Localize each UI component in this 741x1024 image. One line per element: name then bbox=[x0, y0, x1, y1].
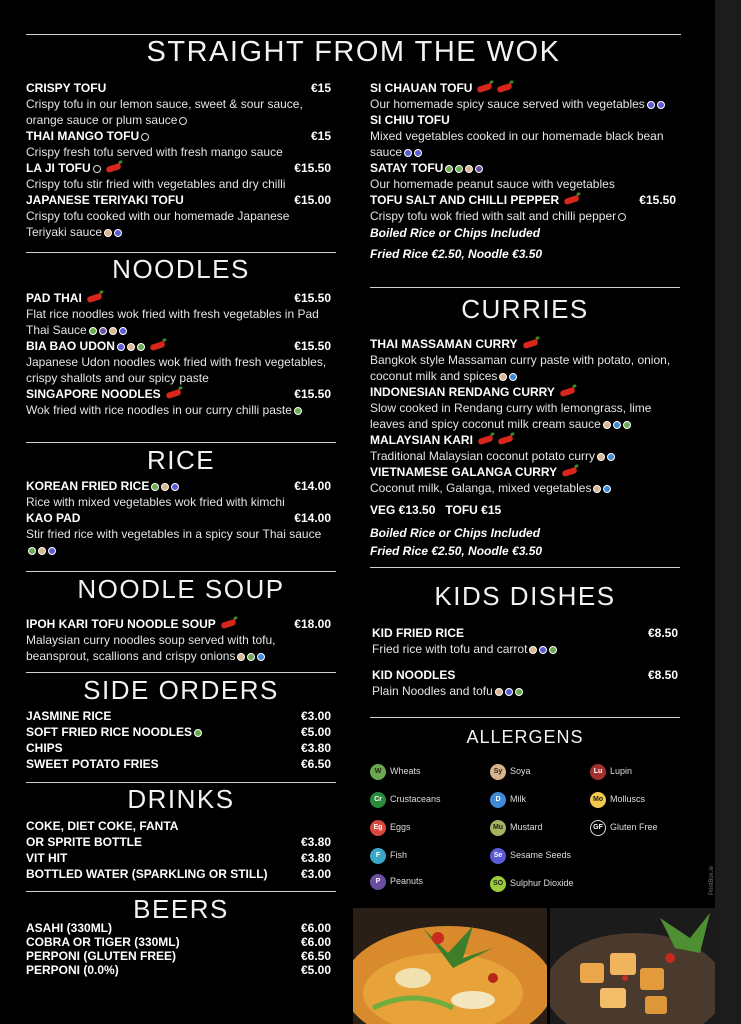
wok-right-list bbox=[370, 80, 676, 263]
item-name: KAO PAD bbox=[26, 511, 81, 525]
mustard-icon: Mu bbox=[490, 820, 506, 836]
rice-list bbox=[26, 478, 331, 558]
wok-title-rule bbox=[26, 34, 681, 35]
right-edge-strip bbox=[715, 0, 741, 1024]
curries-extras-note: Fried Rice €2.50, Noodle €3.50 bbox=[370, 544, 543, 558]
wheat-icon: W bbox=[370, 764, 386, 780]
soya-icon bbox=[529, 646, 537, 654]
item-name: KID FRIED RICE bbox=[372, 626, 465, 640]
item-name: ASAHI (330ML) bbox=[26, 921, 113, 935]
gluten-free-icon: GF bbox=[590, 820, 606, 836]
allergen-wheat: W Wheats bbox=[370, 763, 421, 780]
beers-title: BEERS bbox=[133, 894, 229, 924]
item-desc: Wok fried with rice noodles in our curry chilli paste bbox=[26, 403, 292, 417]
noodles-list bbox=[26, 290, 331, 418]
item-price: €3.80 bbox=[300, 835, 331, 849]
menu-item bbox=[26, 834, 331, 850]
chili-icon bbox=[105, 163, 121, 173]
menu-item bbox=[370, 160, 676, 192]
menu-item bbox=[370, 80, 676, 112]
soya-icon bbox=[127, 343, 135, 351]
tofu-photo-image bbox=[550, 908, 715, 1024]
menu-item bbox=[26, 818, 331, 834]
menu-item bbox=[26, 949, 331, 963]
curry-veg-price: VEG €13.50 bbox=[370, 503, 436, 517]
menu-item bbox=[26, 935, 331, 949]
item-price: €6.50 bbox=[300, 757, 331, 771]
crustaceans-icon: Cr bbox=[370, 792, 386, 808]
wheat-icon bbox=[151, 483, 159, 491]
item-desc: Mixed vegetables cooked in our homemade black bean sauce bbox=[370, 129, 664, 159]
food-photo-tofu bbox=[550, 908, 715, 1024]
item-name: VIETNAMESE GALANGA CURRY bbox=[370, 465, 558, 479]
sesame-icon bbox=[404, 149, 412, 157]
drinks-list bbox=[26, 818, 331, 882]
item-desc: Our homemade spicy sauce served with vegetables bbox=[370, 97, 645, 111]
chili-icon bbox=[86, 293, 102, 303]
item-price: €15.50 bbox=[294, 339, 331, 353]
item-name: PERPONI (0.0%) bbox=[26, 963, 119, 977]
sesame-icon bbox=[647, 101, 655, 109]
item-name: COBRA OR TIGER (330ML) bbox=[26, 935, 180, 949]
kids-list bbox=[372, 625, 678, 699]
chili-icon bbox=[477, 435, 493, 445]
soya-icon bbox=[495, 688, 503, 696]
menu-item bbox=[26, 921, 331, 935]
curry-tofu-price: TOFU €15 bbox=[445, 503, 502, 517]
menu-item bbox=[26, 510, 331, 558]
item-desc: Malaysian curry noodles soup served with tofu, beansprout, scallions and crispy onions bbox=[26, 633, 276, 663]
wheat-icon bbox=[89, 327, 97, 335]
sesame-icon bbox=[114, 229, 122, 237]
item-price: €14.00 bbox=[294, 511, 331, 525]
sesame-icon bbox=[48, 547, 56, 555]
item-price: €18.00 bbox=[294, 617, 331, 631]
lupin-icon: Lu bbox=[590, 764, 606, 780]
item-desc: Fried rice with tofu and carrot bbox=[372, 642, 528, 656]
item-price: €15.00 bbox=[294, 193, 331, 207]
curries-included-note: Boiled Rice or Chips Included bbox=[370, 526, 541, 540]
menu-item bbox=[370, 432, 680, 464]
menu-item bbox=[370, 464, 680, 496]
chili-icon bbox=[564, 195, 580, 205]
menu-item bbox=[26, 850, 331, 866]
wheat-icon bbox=[28, 547, 36, 555]
menu-item bbox=[370, 336, 680, 384]
noodles-title: NOODLES bbox=[112, 254, 250, 284]
chili-icon bbox=[522, 339, 538, 349]
menu-item bbox=[26, 128, 331, 160]
wok-included-note: Boiled Rice or Chips Included bbox=[370, 226, 541, 240]
beers-list bbox=[26, 921, 331, 977]
item-name: CHIPS bbox=[26, 741, 63, 755]
beers-rule bbox=[26, 891, 336, 892]
chili-icon bbox=[477, 83, 493, 93]
wheat-icon bbox=[247, 653, 255, 661]
menu-item bbox=[26, 740, 331, 756]
soya-icon bbox=[597, 453, 605, 461]
item-desc: Japanese Udon noodles wok fried with fresh vegetables, crispy shallots and our spicy paste bbox=[26, 355, 327, 385]
item-name: COKE, DIET COKE, FANTA bbox=[26, 819, 179, 833]
soya-icon bbox=[593, 485, 601, 493]
menu-item bbox=[26, 192, 331, 240]
allergen-fish: F Fish bbox=[370, 847, 407, 864]
wheat-icon bbox=[445, 165, 453, 173]
sides-list bbox=[26, 708, 331, 772]
rice-title: RICE bbox=[146, 445, 216, 475]
wheat-icon bbox=[194, 729, 202, 737]
menu-item bbox=[372, 667, 678, 699]
wok-title: STRAIGHT FROM THE WOK bbox=[146, 36, 561, 68]
menu-item bbox=[370, 192, 676, 224]
curry-photo-image bbox=[353, 908, 547, 1024]
curries-title: CURRIES bbox=[461, 294, 589, 324]
chili-icon bbox=[149, 341, 165, 351]
item-desc: Slow cooked in Rendang curry with lemongrass, lime leaves and spicy coconut milk cream sauce bbox=[370, 401, 652, 431]
item-name: SWEET POTATO FRIES bbox=[26, 757, 159, 771]
soya-icon bbox=[603, 421, 611, 429]
sesame-icon bbox=[171, 483, 179, 491]
chili-icon bbox=[165, 389, 181, 399]
item-name: SATAY TOFU bbox=[370, 161, 444, 175]
soup-rule bbox=[26, 571, 336, 572]
item-name: JASMINE RICE bbox=[26, 709, 112, 723]
item-desc: Bangkok style Massaman curry paste with potato, onion, coconut milk and spices bbox=[370, 353, 671, 383]
item-name: VIT HIT bbox=[26, 851, 68, 865]
item-price: €8.50 bbox=[647, 668, 678, 682]
item-price: €14.00 bbox=[294, 479, 331, 493]
allergen-peanuts: P Peanuts bbox=[370, 873, 423, 890]
chili-icon bbox=[220, 619, 236, 629]
drinks-rule bbox=[26, 782, 336, 783]
item-name: OR SPRITE BOTTLE bbox=[26, 835, 143, 849]
menu-item bbox=[370, 112, 676, 160]
milk-icon bbox=[613, 421, 621, 429]
menu-item bbox=[26, 724, 331, 740]
menu-item bbox=[26, 160, 331, 192]
menu-item bbox=[26, 80, 331, 128]
soya-icon bbox=[465, 165, 473, 173]
milk-icon: D bbox=[490, 792, 506, 808]
item-price: €3.00 bbox=[300, 709, 331, 723]
gluten-free-icon bbox=[93, 165, 101, 173]
item-name: IPOH KARI TOFU NOODLE SOUP bbox=[26, 617, 216, 631]
item-desc: Crispy fresh tofu served with fresh mango sauce bbox=[26, 145, 283, 159]
milk-icon bbox=[509, 373, 517, 381]
drinks-title: DRINKS bbox=[127, 784, 235, 814]
item-price: €15.50 bbox=[294, 387, 331, 401]
kids-title: KIDS DISHES bbox=[434, 581, 616, 611]
item-desc: Our homemade peanut sauce with vegetables bbox=[370, 177, 615, 191]
item-name: TOFU SALT AND CHILLI PEPPER bbox=[370, 193, 560, 207]
item-price: €8.50 bbox=[647, 626, 678, 640]
item-desc: Flat rice noodles wok fried with fresh vegetables in Pad Thai Sauce bbox=[26, 307, 319, 337]
menu-item bbox=[372, 625, 678, 657]
allergens-legend bbox=[370, 763, 690, 893]
soya-icon bbox=[237, 653, 245, 661]
item-price: €5.00 bbox=[300, 963, 331, 977]
printer-credit: PrintBox.ie bbox=[709, 866, 715, 896]
wheat-icon bbox=[623, 421, 631, 429]
menu-item bbox=[26, 756, 331, 772]
wheat-icon bbox=[455, 165, 463, 173]
item-name: INDONESIAN RENDANG CURRY bbox=[370, 385, 555, 399]
soya-icon: Sy bbox=[490, 764, 506, 780]
menu-item bbox=[26, 963, 331, 977]
item-name: KOREAN FRIED RICE bbox=[26, 479, 150, 493]
gluten-free-icon bbox=[141, 133, 149, 141]
item-desc: Stir fried rice with vegetables in a spicy sour Thai sauce bbox=[26, 527, 322, 541]
item-name: SOFT FRIED RICE NOODLES bbox=[26, 725, 193, 739]
item-desc: Traditional Malaysian coconut potato curry bbox=[370, 449, 595, 463]
sesame-icon: Se bbox=[490, 848, 506, 864]
item-price: €6.00 bbox=[300, 935, 331, 949]
sesame-icon bbox=[539, 646, 547, 654]
item-name: LA JI TOFU bbox=[26, 161, 91, 175]
item-desc: Crispy tofu stir fried with vegetables and dry chilli bbox=[26, 177, 286, 191]
item-name: JAPANESE TERIYAKI TOFU bbox=[26, 193, 184, 207]
soup-list bbox=[26, 616, 331, 664]
item-name: BOTTLED WATER (SPARKLING OR STILL) bbox=[26, 867, 268, 881]
soya-icon bbox=[38, 547, 46, 555]
item-name: THAI MANGO TOFU bbox=[26, 129, 140, 143]
wok-extras-note: Fried Rice €2.50, Noodle €3.50 bbox=[370, 247, 543, 261]
noodles-rule bbox=[26, 252, 336, 253]
item-name: SI CHIU TOFU bbox=[370, 113, 450, 127]
molluscs-icon: Mo bbox=[590, 792, 606, 808]
menu-item bbox=[26, 866, 331, 882]
sesame-icon bbox=[505, 688, 513, 696]
chili-icon bbox=[559, 387, 575, 397]
item-price: €6.50 bbox=[300, 949, 331, 963]
item-desc: Crispy tofu in our lemon sauce, sweet & sour sauce, orange sauce or plum sauce bbox=[26, 97, 303, 127]
milk-icon bbox=[257, 653, 265, 661]
wheat-icon bbox=[137, 343, 145, 351]
soya-icon bbox=[161, 483, 169, 491]
item-name: PAD THAI bbox=[26, 291, 82, 305]
menu-item bbox=[26, 708, 331, 724]
wheat-icon bbox=[515, 688, 523, 696]
allergen-lupin: Lu Lupin bbox=[590, 763, 632, 780]
allergen-crustaceans: Cr Crustaceans bbox=[370, 791, 441, 808]
rice-rule bbox=[26, 442, 336, 443]
menu-item bbox=[26, 478, 331, 510]
menu-item bbox=[26, 616, 331, 664]
wok-left-list bbox=[26, 80, 331, 240]
item-desc: Crispy tofu cooked with our homemade Japanese Teriyaki sauce bbox=[26, 209, 290, 239]
item-name: MALAYSIAN KARI bbox=[370, 433, 473, 447]
item-price: €15 bbox=[310, 129, 331, 143]
milk-icon bbox=[603, 485, 611, 493]
menu-item bbox=[26, 338, 331, 386]
allergens-title: ALLERGENS bbox=[466, 727, 584, 747]
item-name: THAI MASSAMAN CURRY bbox=[370, 337, 518, 351]
fish-icon: F bbox=[370, 848, 386, 864]
soya-icon bbox=[499, 373, 507, 381]
peanut-icon bbox=[99, 327, 107, 335]
item-price: €6.00 bbox=[300, 921, 331, 935]
peanut-icon bbox=[475, 165, 483, 173]
menu-item bbox=[26, 290, 331, 338]
sides-rule bbox=[26, 672, 336, 673]
menu-item bbox=[370, 384, 680, 432]
gluten-free-icon bbox=[179, 117, 187, 125]
item-price: €3.00 bbox=[300, 867, 331, 881]
allergen-mustard: Mu Mustard bbox=[490, 819, 543, 836]
chili-icon bbox=[497, 435, 513, 445]
soup-title: NOODLE SOUP bbox=[77, 574, 285, 604]
item-name: SI CHAUAN TOFU bbox=[370, 81, 473, 95]
sesame-icon bbox=[414, 149, 422, 157]
menu-item bbox=[26, 386, 331, 418]
food-photo-curry bbox=[353, 908, 547, 1024]
allergens-rule bbox=[370, 717, 680, 718]
allergen-sesame: Se Sesame Seeds bbox=[490, 847, 571, 864]
allergen-soya: Sy Soya bbox=[490, 763, 531, 780]
milk-icon bbox=[607, 453, 615, 461]
item-price: €15.50 bbox=[294, 161, 331, 175]
sesame-icon bbox=[657, 101, 665, 109]
item-name: CRISPY TOFU bbox=[26, 81, 107, 95]
item-name: SINGAPORE NOODLES bbox=[26, 387, 161, 401]
item-price: €5.00 bbox=[300, 725, 331, 739]
item-desc: Crispy tofu wok fried with salt and chilli pepper bbox=[370, 209, 617, 223]
sulphur-icon: SO bbox=[490, 876, 506, 892]
chili-icon bbox=[497, 83, 513, 93]
item-desc: Plain Noodles and tofu bbox=[372, 684, 493, 698]
item-name: KID NOODLES bbox=[372, 668, 456, 682]
item-price: €3.80 bbox=[300, 741, 331, 755]
wheat-icon bbox=[549, 646, 557, 654]
soya-icon bbox=[109, 327, 117, 335]
allergen-milk: D Milk bbox=[490, 791, 526, 808]
peanut-icon: P bbox=[370, 874, 386, 890]
item-price: €3.80 bbox=[300, 851, 331, 865]
curries-list bbox=[370, 336, 680, 560]
soya-icon bbox=[104, 229, 112, 237]
curries-rule bbox=[370, 287, 680, 288]
eggs-icon: Eg bbox=[370, 820, 386, 836]
item-name: PERPONI (GLUTEN FREE) bbox=[26, 949, 177, 963]
item-desc: Coconut milk, Galanga, mixed vegetables bbox=[370, 481, 592, 495]
item-price: €15.50 bbox=[639, 193, 676, 207]
allergen-eggs: Eg Eggs bbox=[370, 819, 411, 836]
kids-rule bbox=[370, 567, 680, 568]
item-name: BIA BAO UDON bbox=[26, 339, 115, 353]
allergen-sulphur: SO Sulphur Dioxide bbox=[490, 875, 574, 892]
item-desc: Rice with mixed vegetables wok fried with kimchi bbox=[26, 495, 285, 509]
allergen-molluscs: Mo Molluscs bbox=[590, 791, 645, 808]
gluten-free-icon bbox=[618, 213, 626, 221]
wheat-icon bbox=[294, 407, 302, 415]
sides-title: SIDE ORDERS bbox=[83, 675, 279, 705]
chili-icon bbox=[562, 467, 578, 477]
item-price: €15 bbox=[310, 81, 331, 95]
sesame-icon bbox=[117, 343, 125, 351]
item-price: €15.50 bbox=[294, 291, 331, 305]
allergen-gluten-free: GF Gluten Free bbox=[590, 819, 658, 836]
sesame-icon bbox=[119, 327, 127, 335]
